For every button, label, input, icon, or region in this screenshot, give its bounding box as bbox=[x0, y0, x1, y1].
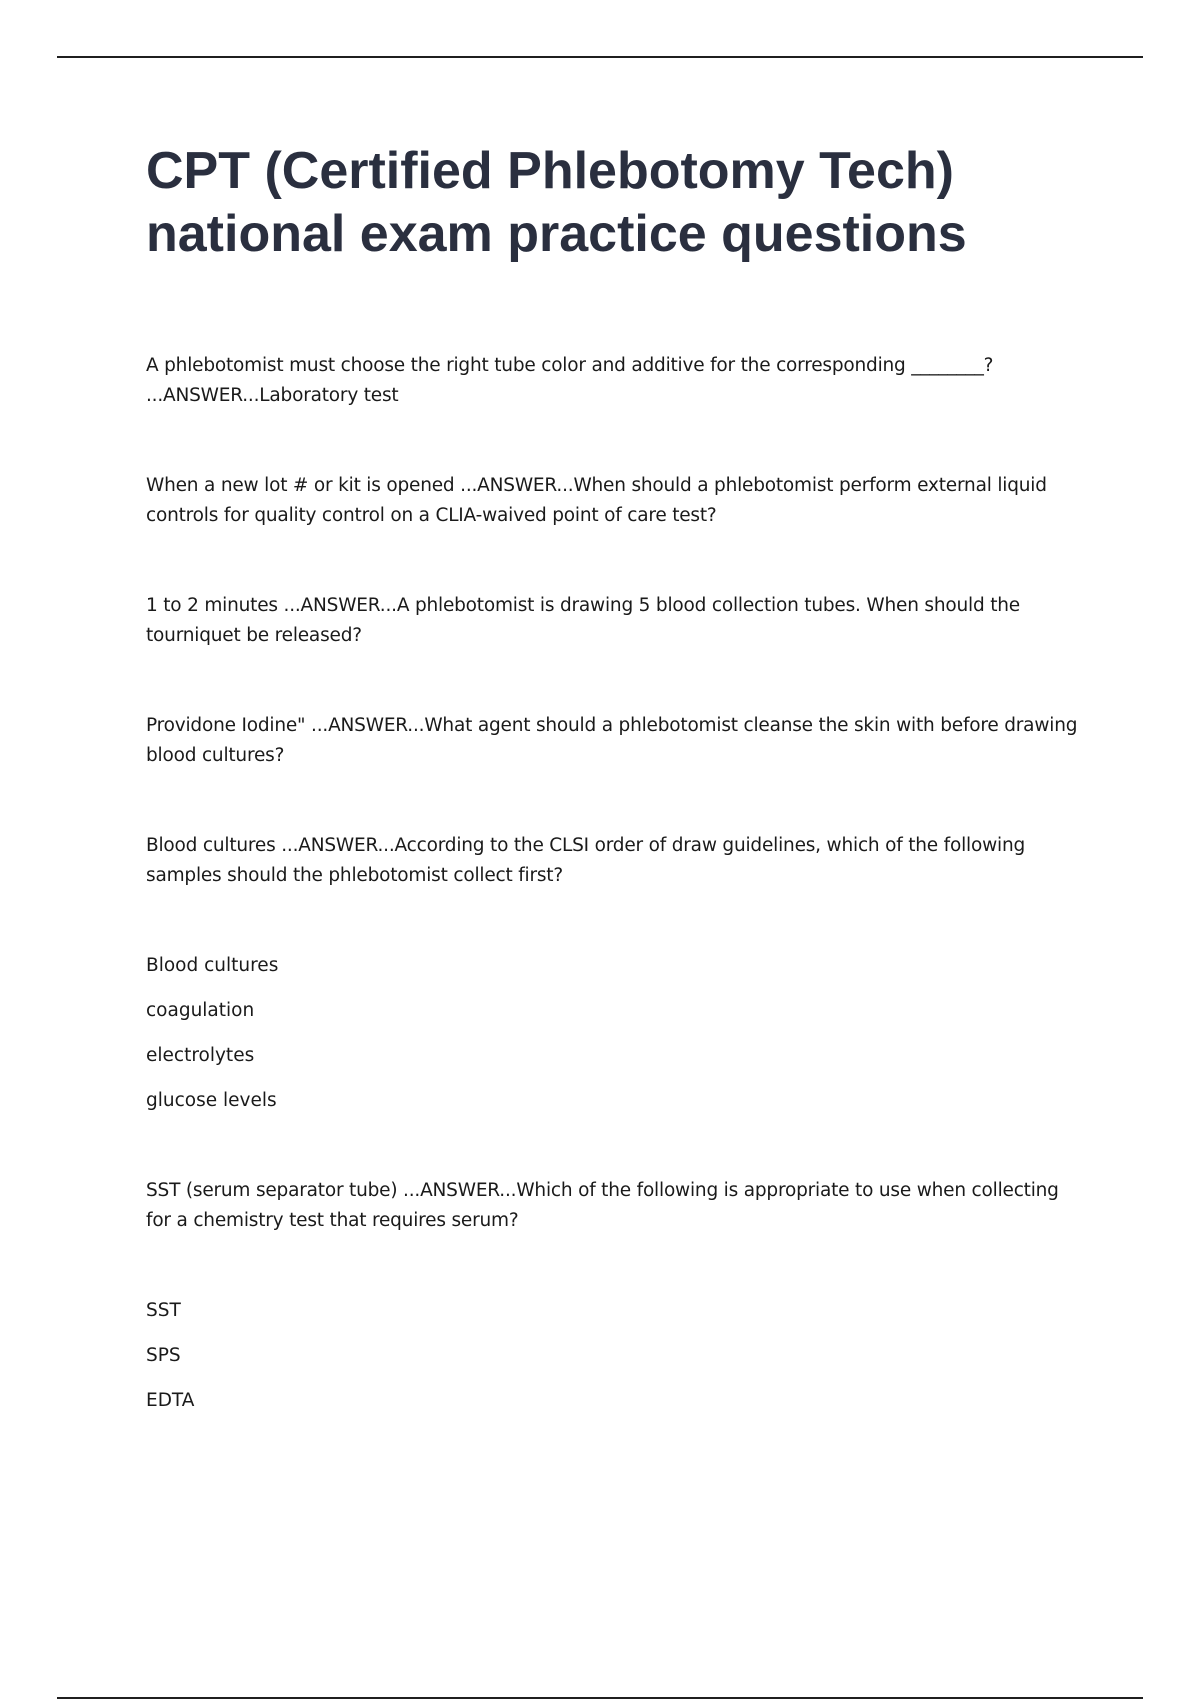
top-rule bbox=[57, 56, 1143, 58]
qa-item: When a new lot # or kit is opened ...ANSWER...When should a phlebotomist perform external liquid controls for quality control on a CLIA-waived point of care test? bbox=[146, 475, 1047, 526]
answer-option: glucose levels bbox=[146, 1090, 277, 1111]
answer-option: SPS bbox=[146, 1345, 181, 1366]
question-list bbox=[146, 351, 1086, 1416]
answer-option: Blood cultures bbox=[146, 955, 279, 976]
qa-item: 1 to 2 minutes ...ANSWER...A phlebotomist is drawing 5 blood collection tubes. When should the tourniquet be released? bbox=[146, 595, 1020, 646]
bottom-rule bbox=[57, 1697, 1143, 1699]
answer-options-list bbox=[146, 951, 1086, 1116]
answer-option: EDTA bbox=[146, 1390, 195, 1411]
qa-item: Providone Iodine" ...ANSWER...What agent should a phlebotomist cleanse the skin with before drawing blood cultures? bbox=[146, 715, 1078, 766]
answer-options-list bbox=[146, 1296, 1086, 1416]
title-line-1: CPT (Certified Phlebotomy Tech) bbox=[146, 142, 954, 200]
answer-option: SST bbox=[146, 1300, 181, 1321]
qa-item: SST (serum separator tube) ...ANSWER...Which of the following is appropriate to use when collecting for a chemistry test that requires serum? bbox=[146, 1180, 1059, 1231]
qa-item: A phlebotomist must choose the right tube color and additive for the corresponding ________? ...ANSWER...Laboratory test bbox=[146, 355, 994, 406]
answer-option: coagulation bbox=[146, 1000, 255, 1021]
page-title bbox=[146, 140, 1086, 266]
answer-option: electrolytes bbox=[146, 1045, 255, 1066]
title-line-2: national exam practice questions bbox=[146, 205, 967, 263]
qa-item: Blood cultures ...ANSWER...According to the CLSI order of draw guidelines, which of the following samples should the phlebotomist collect first? bbox=[146, 835, 1026, 886]
document-body bbox=[146, 140, 1086, 1476]
